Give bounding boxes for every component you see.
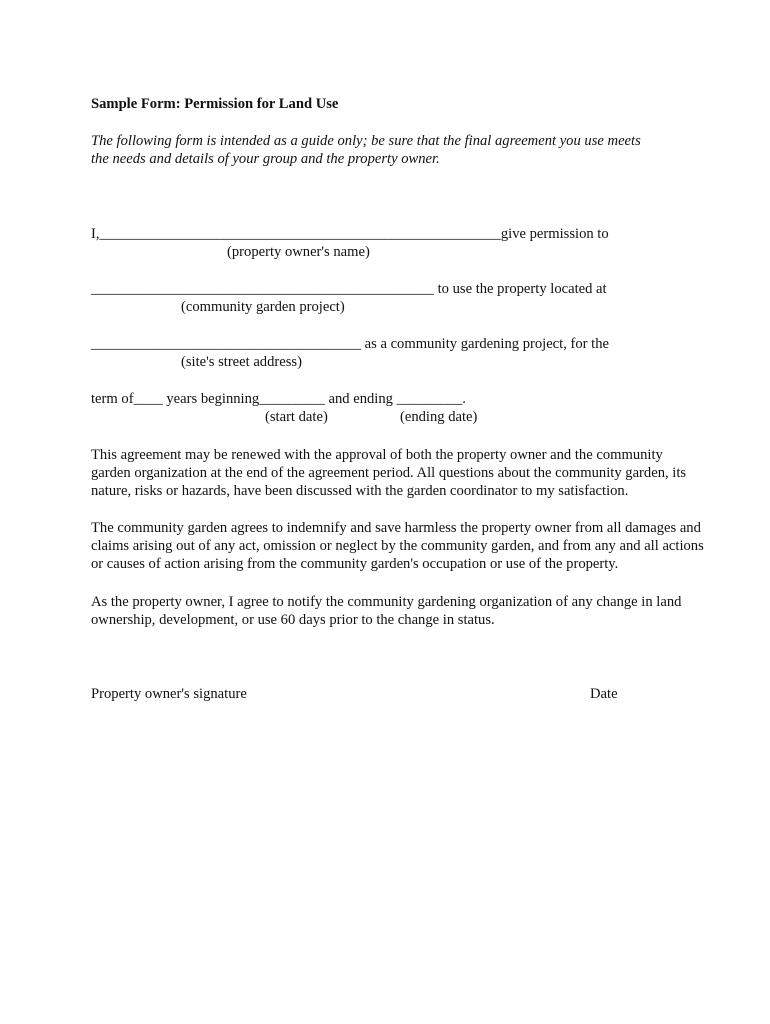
indemnify-paragraph-line-1: The community garden agrees to indemnify and save harmless the property owner from all damages and	[91, 520, 701, 536]
term-line[interactable]: term of____ years beginning_________ and ending _________.	[91, 391, 466, 407]
intro-text-line-1: The following form is intended as a guide only; be sure that the final agreement you use meets	[91, 133, 641, 149]
renewal-paragraph-line-1: This agreement may be renewed with the approval of both the property owner and the community	[91, 447, 663, 463]
renewal-paragraph-line-3: nature, risks or hazards, have been discussed with the garden coordinator to my satisfaction.	[91, 483, 629, 499]
start-date-caption: (start date)	[265, 409, 328, 425]
renewal-paragraph-line-2: garden organization at the end of the agreement period. All questions about the community garden, its	[91, 465, 687, 481]
notify-paragraph-line-1: As the property owner, I agree to notify the community gardening organization of any change in land	[91, 594, 682, 610]
street-address-caption: (site's street address)	[181, 354, 302, 370]
page-title: Sample Form: Permission for Land Use	[91, 96, 339, 112]
garden-project-line[interactable]: _______________________________________________ to use the property located at	[91, 281, 607, 297]
intro-text-line-2: the needs and details of your group and the property owner.	[91, 151, 440, 167]
date-label: Date	[590, 686, 618, 702]
owner-name-caption: (property owner's name)	[227, 244, 370, 260]
owner-signature-label: Property owner's signature	[91, 686, 247, 702]
indemnify-paragraph-line-2: claims arising out of any act, omission or neglect by the community garden, and from any and all actions	[91, 538, 704, 554]
street-address-line[interactable]: _____________________________________ as a community gardening project, for the	[91, 336, 609, 352]
notify-paragraph-line-2: ownership, development, or use 60 days prior to the change in status.	[91, 612, 495, 628]
garden-project-caption: (community garden project)	[181, 299, 345, 315]
owner-name-line[interactable]: I,_______________________________________________________give permission to	[91, 226, 609, 242]
indemnify-paragraph-line-3: or causes of action arising from the community garden's occupation or use of the property.	[91, 556, 619, 572]
ending-date-caption: (ending date)	[400, 409, 478, 425]
